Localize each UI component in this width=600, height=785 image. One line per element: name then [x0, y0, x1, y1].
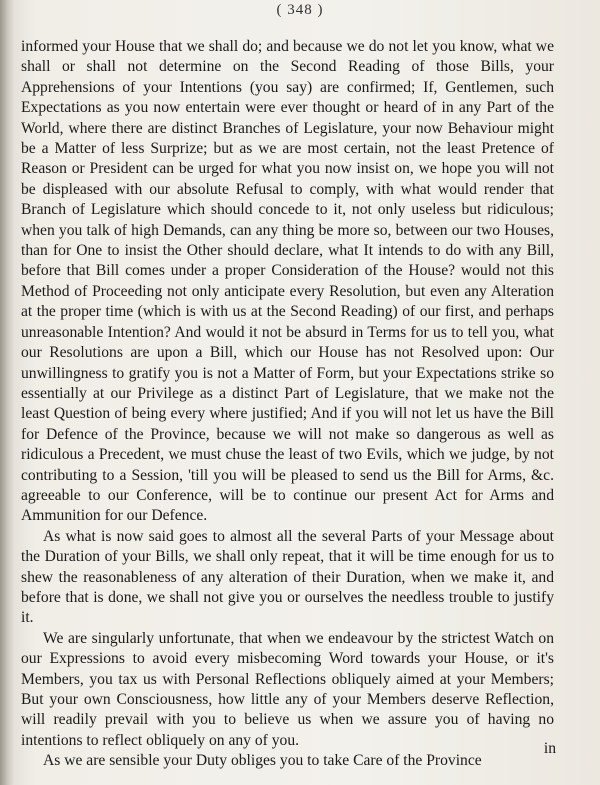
page-number: ( 348 ): [276, 2, 324, 18]
catchword: in: [543, 740, 556, 757]
body-text: [21, 37, 554, 772]
paragraph-1: informed your House that we shall do; and because we do not let you know, what we shall or shall not determine on the Second Reading of those Bills, your Apprehensions of your Intentions (you say) are confirmed; If, Gentlemen, such Expectations as you now entertain were ever thought or heard of in any Part of the World, where there are distinct Branches of Legislature, your now Behaviour might be a Matter of less Surprize; but as we are most certain, not the least Pretence of Reason or President can be urged for what you now insist on, we hope you will not be displeased with our absolute Refusal to comply, with what would render that Branch of Legislature which should concede to it, not only useless but ridiculous; when you talk of high Demands, can any thing be more so, between our two Houses, than for One to insist the Other should declare, what It intends to do with any Bill, before that Bill comes under a proper Consideration of the House? would not this Method of Proceeding not only anticipate every Resolution, but even any Alteration at the proper time (which is with us at the Second Reading) of our first, and perhaps unreasonable Intention? And would it not be absurd in Terms for us to tell you, what our Resolutions are upon a Bill, which our House has not Resolved upon: Our unwillingness to gratify you is not a Matter of Form, but your Expectations strike so essentially at our Privilege as a distinct Part of Legislature, that we make not the least Question of being every where justified; And if you will not let us have the Bill for Defence of the Province, because we will not make so dangerous as well as ridiculous a Precedent, we must chuse the least of two Evils, which we judge, by not contributing to a Session, 'till you will be pleased to send us the Bill for Arms, &c. agreeable to our Conference, will be to continue our present Act for Arms and Ammunition for our Defence.: [21, 38, 554, 525]
paragraph-3: We are singularly unfortunate, that when we endeavour by the strictest Watch on our Expressions to avoid every misbecoming Word towards your House, or it's Members, you tax us with Personal Reflections obliquely aimed at your Members; But your own Consciousness, how little any of your Members deserve Reflection, will readily prevail with you to believe us when we assure you of having no intentions to reflect obliquely on any of you.: [21, 629, 554, 749]
paragraph-4: As we are sensible your Duty obliges you to take Care of the Province: [43, 752, 482, 770]
paragraph-2: As what is now said goes to almost all the several Parts of your Message about the Duration of your Bills, we shall only repeat, that it will be time enough for us to shew the reasonableness of any alteration of their Duration, when we make it, and before that is done, we shall not give you or ourselves the needless trouble to justify it.: [21, 527, 554, 627]
binding-shadow: [0, 0, 14, 785]
